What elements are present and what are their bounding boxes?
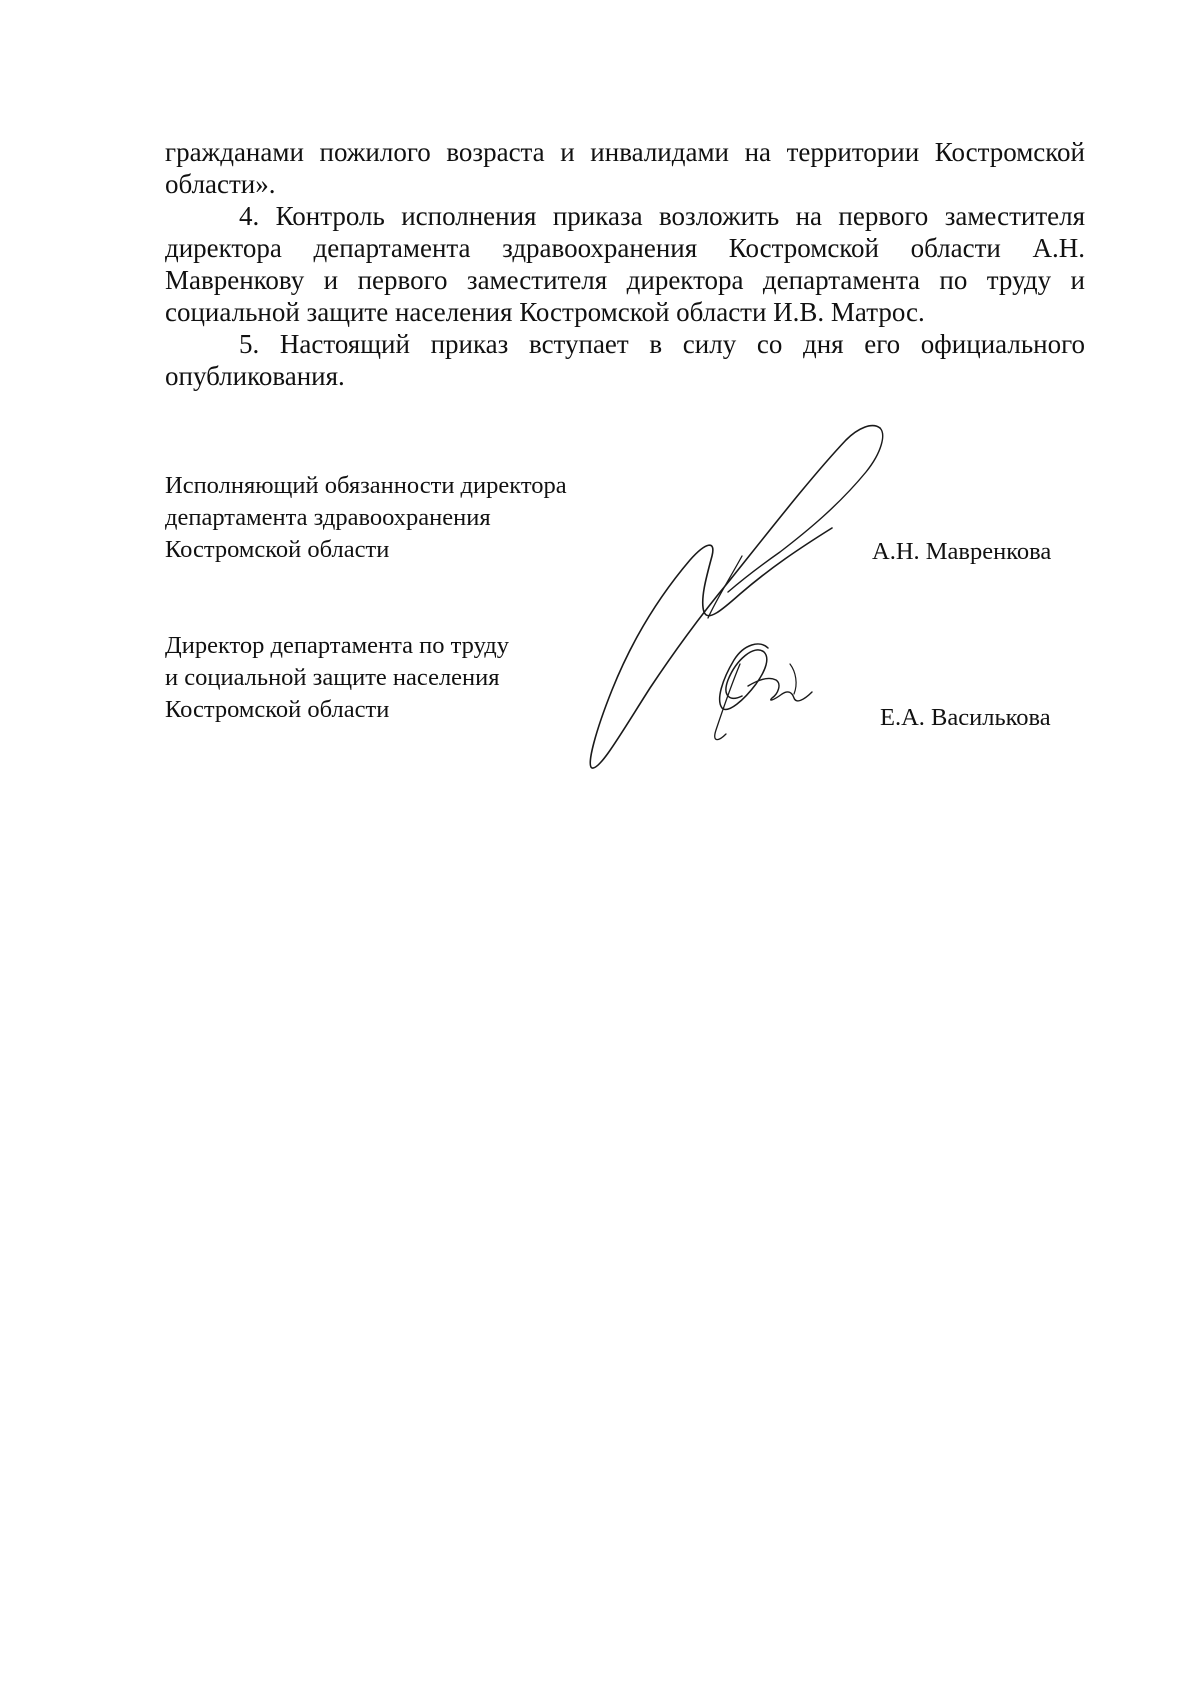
signature-2-stroke [790, 664, 796, 694]
signature-2-stroke [720, 644, 768, 709]
signatory-title-2 [165, 630, 509, 726]
signatory-title-line: департамента здравоохранения [165, 504, 491, 531]
signature-1-stroke [708, 556, 742, 618]
signatory-title-line: и социальной защите населения [165, 664, 500, 691]
signatory-title-line: Директор департамента по труду [165, 632, 510, 659]
signatory-title-line: Костромской области [165, 536, 390, 563]
signatory-title-1 [165, 470, 567, 566]
paragraph-continuation: гражданами пожилого возраста и инвалидами на территории Костромской области». [165, 137, 1085, 199]
signatory-name-2: Е.А. Василькова [880, 704, 1051, 731]
signatory-name-1: А.Н. Мавренкова [872, 538, 1052, 565]
signature-2-stroke [748, 678, 812, 700]
signature-1-stroke [590, 426, 880, 768]
signature-2-stroke [715, 664, 740, 740]
signatory-title-line: Костромской области [165, 696, 390, 723]
paragraph-item-5: 5. Настоящий приказ вступает в силу со дня его официального опубликования. [165, 329, 1085, 391]
order-body-text [165, 136, 1085, 392]
signatory-title-line: Исполняющий обязанности директора [165, 472, 567, 499]
paragraph-item-4: 4. Контроль исполнения приказа возложить на первого заместителя директора департамента здравоохранения Костромской области А.Н. Мавренкову и первого заместителя директора департамента по труду и социальной защите населения Костромской области И.В. Матрос. [165, 201, 1085, 327]
signature-1-stroke [728, 428, 883, 592]
